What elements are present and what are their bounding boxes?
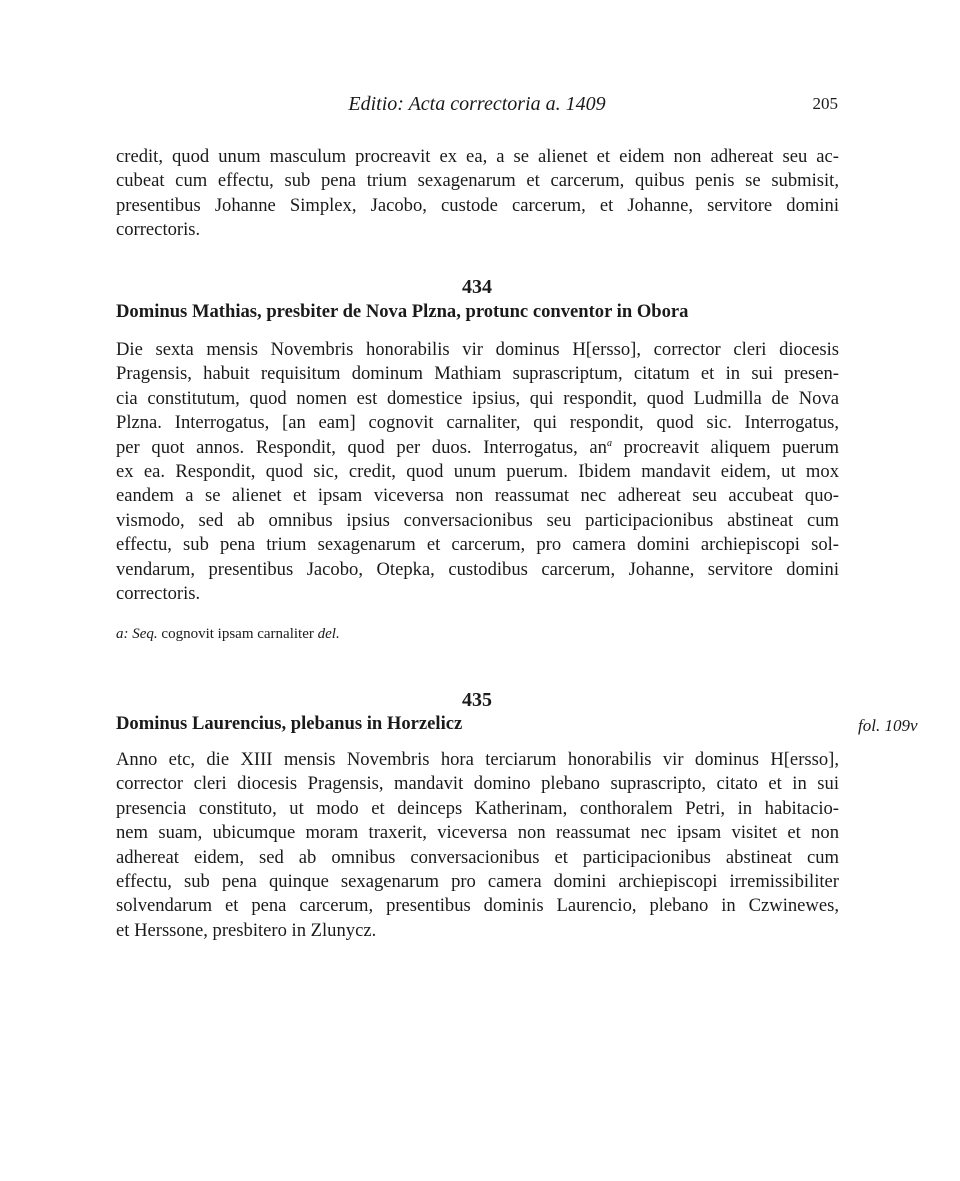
text-segment: per quot annos. Respondit, quod per duos. Interrogatus, an bbox=[116, 436, 607, 458]
text-line: Anno etc, die XIII mensis Novembris hora terciarum honorabilis vir dominus H[ersso], bbox=[116, 749, 839, 770]
footnote-text: cognovit ipsam carnaliter bbox=[161, 626, 314, 642]
running-header bbox=[116, 91, 838, 119]
text-line: correctoris. bbox=[116, 219, 201, 241]
text-line: presentibus Johanne Simplex, Jacobo, custode carcerum, et Johanne, servitore domini bbox=[116, 194, 839, 216]
folio-marginal-note: fol. 109v bbox=[858, 716, 918, 735]
text-line: Die sexta mensis Novembris honorabilis vir dominus H[ersso], corrector cleri diocesis bbox=[116, 339, 839, 360]
entry-text-434 bbox=[116, 338, 839, 606]
text-line: cubeat cum effectu, sub pena trium sexagenarum et carcerum, quibus penis se submisit, bbox=[116, 170, 839, 192]
text-line: Plzna. Interrogatus, [an eam] cognovit carnaliter, qui respondit, quod sic. Interrogatus, bbox=[116, 412, 839, 434]
footnote-marker: a: bbox=[116, 626, 129, 642]
text-line: solvendarum et pena carcerum, presentibus dominis Laurencio, plebano in Czwinewes, bbox=[116, 895, 839, 917]
text-line: et Herssone, presbitero in Zlunycz. bbox=[116, 919, 377, 941]
text-line: credit, quod unum masculum procreavit ex ea, a se alienet et eidem non adhereat seu ac- bbox=[116, 146, 839, 167]
text-line: corrector cleri diocesis Pragensis, mandavit domino plebano suprascripto, citato et in sui bbox=[116, 773, 839, 795]
entry-title-434: Dominus Mathias, presbiter de Nova Plzna, protunc conventor in Obora bbox=[116, 301, 689, 322]
running-title: Editio: Acta correctoria a. 1409 bbox=[348, 93, 606, 115]
text-line: ex ea. Respondit, quod sic, credit, quod unum puerum. Ibidem mandavit eidem, ut mox bbox=[116, 461, 839, 483]
text-line: correctoris. bbox=[116, 583, 201, 605]
entry-text-435 bbox=[116, 748, 839, 943]
continued-paragraph bbox=[116, 145, 839, 243]
footnote-abbreviation: Seq. bbox=[132, 626, 158, 642]
text-line: effectu, sub pena quinque sexagenarum pro camera domini archiepiscopi irremissibiliter bbox=[116, 871, 839, 893]
text-line-with-footnote-ref bbox=[116, 436, 839, 460]
text-line: presencia constituto, ut modo et deinceps Katherinam, conthoralem Petri, in habitacio- bbox=[116, 797, 839, 819]
text-line: vendarum, presentibus Jacobo, Otepka, custodibus carcerum, Johanne, servitore domini bbox=[116, 558, 839, 580]
footnote-note: del. bbox=[317, 626, 340, 642]
entry-number-435: 435 bbox=[462, 689, 492, 711]
entry-number-434: 434 bbox=[462, 276, 492, 298]
text-segment: procreavit aliquem puerum bbox=[611, 436, 839, 458]
footnote-reference: a bbox=[606, 437, 612, 449]
text-line: effectu, sub pena trium sexagenarum et carcerum, pro camera domini archiepiscopi sol- bbox=[116, 534, 839, 556]
text-line: eandem a se alienet et ipsam viceversa non reassumat nec adhereat seu accubeat quo- bbox=[116, 485, 839, 507]
text-line: vismodo, sed ab omnibus ipsius conversacionibus seu participacionibus abstineat cum bbox=[116, 509, 839, 531]
entry-title-435: Dominus Laurencius, plebanus in Horzelicz bbox=[116, 713, 463, 734]
text-line: adhereat eidem, sed ab omnibus conversacionibus et participacionibus abstineat cum bbox=[116, 846, 839, 868]
footnote bbox=[116, 624, 340, 644]
text-line: cia constitutum, quod nomen est domestice ipsius, qui respondit, quod Ludmilla de Nova bbox=[116, 387, 839, 409]
page-number: 205 bbox=[812, 94, 838, 113]
text-line: Pragensis, habuit requisitum dominum Mathiam suprascriptum, citatum et in sui presen- bbox=[116, 363, 839, 385]
text-line: nem suam, ubicumque moram traxerit, viceversa non reassumat nec ipsam visitet et non bbox=[116, 822, 839, 844]
